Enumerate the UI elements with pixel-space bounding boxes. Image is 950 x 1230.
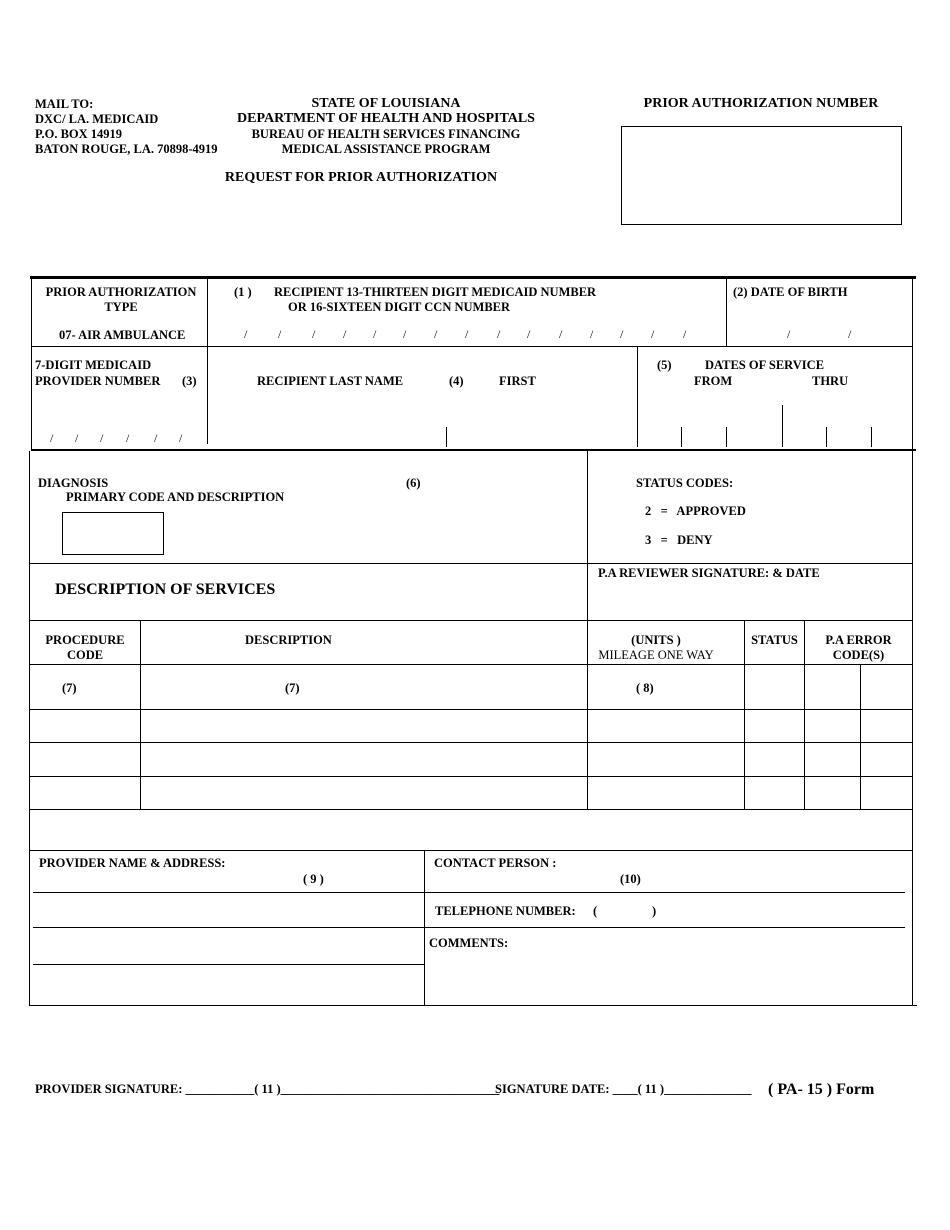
slash: / (373, 327, 377, 341)
col-units-1: (UNITS ) (631, 633, 681, 647)
row1-bottom (31, 346, 912, 347)
divider-error-sub (860, 664, 861, 810)
first-name-label: FIRST (499, 374, 536, 388)
department-name: DEPARTMENT OF HEALTH AND HOSPITALS (237, 111, 535, 126)
col-units-2: MILEAGE ONE WAY (598, 648, 714, 662)
slash: / (590, 327, 594, 341)
slash: / (244, 327, 248, 341)
date-tick-2 (726, 427, 727, 447)
telephone-label: TELEPHONE NUMBER: (435, 904, 576, 918)
provider-number-label-1: 7-DIGIT MEDICAID (35, 358, 152, 372)
provider-line-3 (33, 964, 424, 965)
provider-number-label-2: PROVIDER NUMBER (35, 374, 161, 388)
pa-type-label-2: TYPE (104, 300, 138, 314)
diagnosis-marker: (6) (406, 476, 421, 490)
state-name: STATE OF LOUISIANA (311, 96, 461, 111)
services-title-bottom (29, 620, 912, 621)
slash: / (343, 327, 347, 341)
slash: / (126, 431, 130, 445)
col-procedure-2: CODE (66, 648, 104, 662)
slash: / (527, 327, 531, 341)
row-description-marker: (7) (285, 681, 300, 695)
slash: / (75, 431, 79, 445)
divider-proc-desc (140, 620, 141, 810)
table-row-4-bottom (29, 809, 912, 810)
pa-type-label-1: PRIOR AUTHORIZATION (45, 285, 197, 299)
form-right-border-2 (912, 451, 913, 1006)
spacer-row-bottom (29, 850, 912, 851)
slash: / (651, 327, 655, 341)
provider-line-1 (33, 892, 905, 893)
mail-to-label: MAIL TO: (35, 97, 94, 111)
form-top-border (30, 276, 916, 279)
form-title: REQUEST FOR PRIOR AUTHORIZATION (224, 170, 498, 185)
form-left-border-2 (29, 451, 30, 1006)
recipient-number-marker: (1 ) (234, 285, 252, 299)
slash: / (465, 327, 469, 341)
form-right-border-1 (912, 276, 913, 451)
row-procedure-marker: (7) (62, 681, 77, 695)
bureau-name: BUREAU OF HEALTH SERVICES FINANCING (251, 127, 521, 141)
pa-number-box[interactable] (621, 126, 902, 225)
provider-number-field[interactable] (50, 431, 189, 446)
recipient-number-field[interactable] (244, 327, 693, 342)
form-bottom-border (29, 1005, 917, 1006)
col-error-1: P.A ERROR (825, 633, 892, 647)
dob-field[interactable] (787, 327, 858, 342)
slash: / (154, 431, 158, 445)
table-row-3-bottom (29, 776, 912, 777)
recipient-label-2: OR 16-SIXTEEN DIGIT CCN NUMBER (288, 300, 511, 314)
pa-type-value: 07- AIR AMBULANCE (59, 328, 186, 342)
provider-number-marker: (3) (182, 374, 197, 388)
from-label: FROM (694, 374, 733, 388)
signature-date-line[interactable]: SIGNATURE DATE: ____( 11 )______________ (495, 1082, 752, 1096)
divider-dates (637, 346, 638, 447)
slash: / (403, 327, 407, 341)
date-tick-3 (826, 427, 827, 447)
mail-to-line-1: DXC/ LA. MEDICAID (35, 112, 159, 126)
reviewer-signature-label: P.A REVIEWER SIGNATURE: & DATE (598, 566, 820, 580)
col-description: DESCRIPTION (245, 633, 332, 647)
slash: / (620, 327, 624, 341)
date-tick-4 (871, 427, 872, 447)
table-row-2-bottom (29, 742, 912, 743)
divider-status-section (587, 451, 588, 810)
date-tick-1 (681, 427, 682, 447)
slash: / (848, 327, 852, 341)
status-deny: 3 = DENY (645, 533, 713, 547)
recipient-label-1: RECIPIENT 13-THIRTEEN DIGIT MEDICAID NUMBER (274, 285, 597, 299)
table-row-1-bottom (29, 709, 912, 710)
divider-from-thru (782, 405, 783, 447)
slash: / (434, 327, 438, 341)
telephone-open-paren: ( (593, 904, 598, 918)
diagnosis-sub-label: PRIMARY CODE AND DESCRIPTION (66, 490, 285, 504)
diagnosis-bottom (29, 563, 912, 564)
program-name: MEDICAL ASSISTANCE PROGRAM (281, 142, 491, 156)
provider-name-address-marker: ( 9 ) (303, 872, 324, 886)
row2-bottom (31, 449, 916, 451)
slash: / (179, 431, 183, 445)
thru-label: THRU (812, 374, 849, 388)
slash: / (100, 431, 104, 445)
provider-name-address-label: PROVIDER NAME & ADDRESS: (39, 856, 226, 870)
slash: / (787, 327, 791, 341)
col-status: STATUS (751, 633, 798, 647)
contact-person-label: CONTACT PERSON : (434, 856, 557, 870)
contact-person-marker: (10) (620, 872, 641, 886)
divider-first-name (446, 427, 447, 447)
services-title: DESCRIPTION OF SERVICES (55, 581, 276, 598)
divider-status-col (744, 620, 745, 810)
comments-label: COMMENTS: (429, 936, 509, 950)
row-units-marker: ( 8) (636, 681, 654, 695)
slash: / (559, 327, 563, 341)
diagnosis-label: DIAGNOSIS (38, 476, 109, 490)
provider-line-2 (33, 927, 905, 928)
pa-number-label: PRIOR AUTHORIZATION NUMBER (643, 96, 879, 111)
slash: / (278, 327, 282, 341)
recipient-name-marker: (4) (449, 374, 464, 388)
slash: / (683, 327, 687, 341)
slash: / (50, 431, 54, 445)
form-id: ( PA- 15 ) Form (768, 1081, 875, 1098)
dob-label: (2) DATE OF BIRTH (733, 285, 848, 299)
status-codes-label: STATUS CODES: (636, 476, 734, 490)
provider-signature-line[interactable]: PROVIDER SIGNATURE: ___________( 11 )___________________________________ (35, 1082, 500, 1096)
dates-marker: (5) (657, 358, 672, 372)
telephone-close-paren: ) (652, 904, 657, 918)
dates-of-service-label: DATES OF SERVICE (705, 358, 825, 372)
col-error-2: CODE(S) (832, 648, 885, 662)
divider-dob (726, 278, 727, 346)
mail-to-line-2: P.O. BOX 14919 (35, 127, 123, 141)
slash: / (312, 327, 316, 341)
mail-to-line-3: BATON ROUGE, LA. 70898-4919 (35, 142, 218, 156)
status-approved: 2 = APPROVED (645, 504, 746, 518)
divider-provider-contact (424, 850, 425, 1006)
col-procedure-1: PROCEDURE (45, 633, 125, 647)
form-left-border-1 (31, 276, 32, 451)
diagnosis-code-box[interactable] (62, 512, 164, 555)
table-header-bottom (29, 664, 912, 665)
slash: / (497, 327, 501, 341)
recipient-last-name-label: RECIPIENT LAST NAME (257, 374, 404, 388)
divider-pa-type (207, 278, 208, 444)
